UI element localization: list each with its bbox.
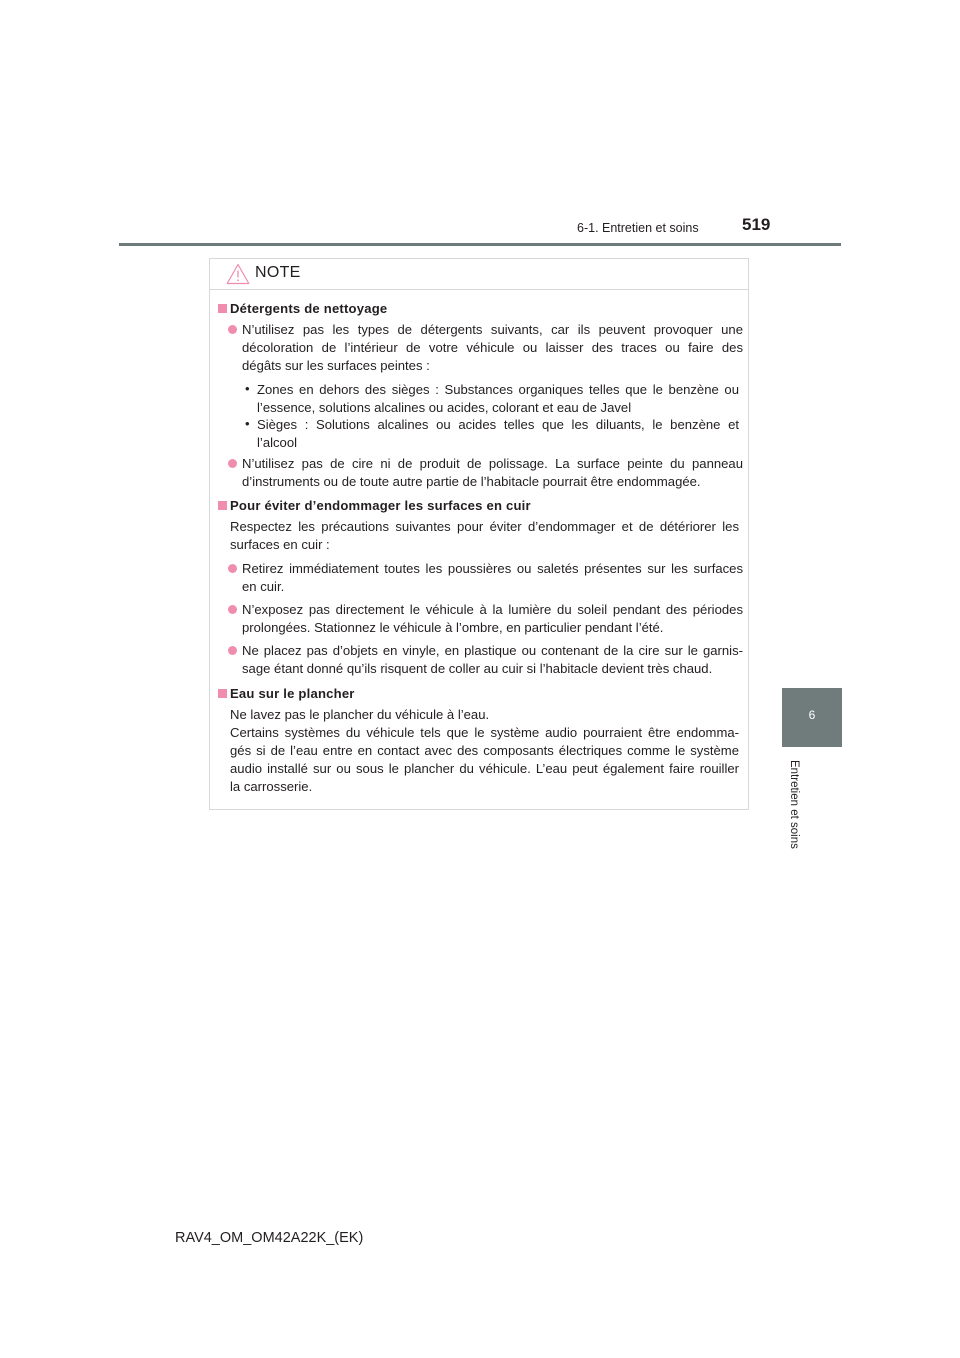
bullet-icon bbox=[228, 646, 237, 655]
note-header bbox=[210, 259, 748, 290]
note-box bbox=[209, 258, 749, 810]
paragraph-line: audio installé sur ou sous le plancher du véhicule. L’eau peut également faire rouiller bbox=[230, 761, 739, 776]
paragraph-line: décoloration de l’intérieur de votre véhicule ou laisser des traces ou faire des bbox=[242, 340, 743, 355]
bullet-icon bbox=[228, 459, 237, 468]
section-marker-icon bbox=[218, 689, 227, 698]
header-rule bbox=[119, 243, 841, 246]
paragraph-line: Ne lavez pas le plancher du véhicule à l’eau. bbox=[230, 707, 490, 722]
sub-bullet: • bbox=[245, 416, 250, 431]
paragraph-line: l’essence, solutions alcalines ou acides, colorant et eau de Javel bbox=[257, 400, 632, 415]
note-title: NOTE bbox=[255, 264, 301, 281]
section-title: Eau sur le plancher bbox=[230, 686, 355, 701]
paragraph-line: Retirez immédiatement toutes les poussières ou saletés présentes sur les surfaces bbox=[242, 561, 743, 576]
header-section-title: 6-1. Entretien et soins bbox=[577, 221, 699, 235]
paragraph-line: N’utilisez pas les types de détergents suivants, car ils peuvent provoquer une bbox=[242, 322, 743, 337]
document-code: RAV4_OM_OM42A22K_(EK) bbox=[175, 1230, 364, 1246]
paragraph-line: Sièges : Solutions alcalines ou acides telles que les diluants, le benzène et bbox=[257, 417, 739, 432]
section-title: Détergents de nettoyage bbox=[230, 301, 388, 316]
warning-triangle-icon bbox=[226, 263, 250, 285]
chapter-tab bbox=[782, 688, 842, 747]
paragraph-line: N’exposez pas directement le véhicule à la lumière du soleil pendant des périodes bbox=[242, 602, 743, 617]
paragraph-line: Zones en dehors des sièges : Substances organiques telles que le benzène ou bbox=[257, 382, 739, 397]
paragraph-line: en cuir. bbox=[242, 579, 285, 594]
paragraph-line: gés si de l’eau entre en contact avec des composants électriques comme le système bbox=[230, 743, 739, 758]
chapter-tab-number: 6 bbox=[808, 708, 816, 722]
paragraph-line: prolongées. Stationnez le véhicule à l’ombre, en particulier pendant l’été. bbox=[242, 620, 664, 635]
paragraph-line: dégâts sur les surfaces peintes : bbox=[242, 358, 430, 373]
section-marker-icon bbox=[218, 304, 227, 313]
paragraph-line: surfaces en cuir : bbox=[230, 537, 330, 552]
sub-bullet: • bbox=[245, 381, 250, 396]
section-marker-icon bbox=[218, 501, 227, 510]
bullet-icon bbox=[228, 564, 237, 573]
paragraph-line: l’alcool bbox=[257, 435, 298, 450]
paragraph-line: sage étant donné qu’ils risquent de coller au cuir si l’habitacle devient très chaud. bbox=[242, 661, 713, 676]
page-number: 519 bbox=[742, 215, 771, 234]
section-title: Pour éviter d’endommager les surfaces en cuir bbox=[230, 498, 531, 513]
paragraph-line: Respectez les précautions suivantes pour éviter d’endommager et de détériorer les bbox=[230, 519, 739, 534]
paragraph-line: d’instruments ou de toute autre partie de l’habitacle pourrait être endommagée. bbox=[242, 474, 701, 489]
paragraph-line: la carrosserie. bbox=[230, 779, 313, 794]
chapter-side-label: Entretien et soins bbox=[788, 760, 800, 849]
paragraph-line: Ne placez pas d’objets en vinyle, en plastique ou contenant de la cire sur le garnis- bbox=[242, 643, 743, 658]
bullet-icon bbox=[228, 605, 237, 614]
bullet-icon bbox=[228, 325, 237, 334]
paragraph-line: N’utilisez pas de cire ni de produit de polissage. La surface peinte du panneau bbox=[242, 456, 743, 471]
paragraph-line: Certains systèmes du véhicule tels que le système audio pourraient être endomma- bbox=[230, 725, 739, 740]
